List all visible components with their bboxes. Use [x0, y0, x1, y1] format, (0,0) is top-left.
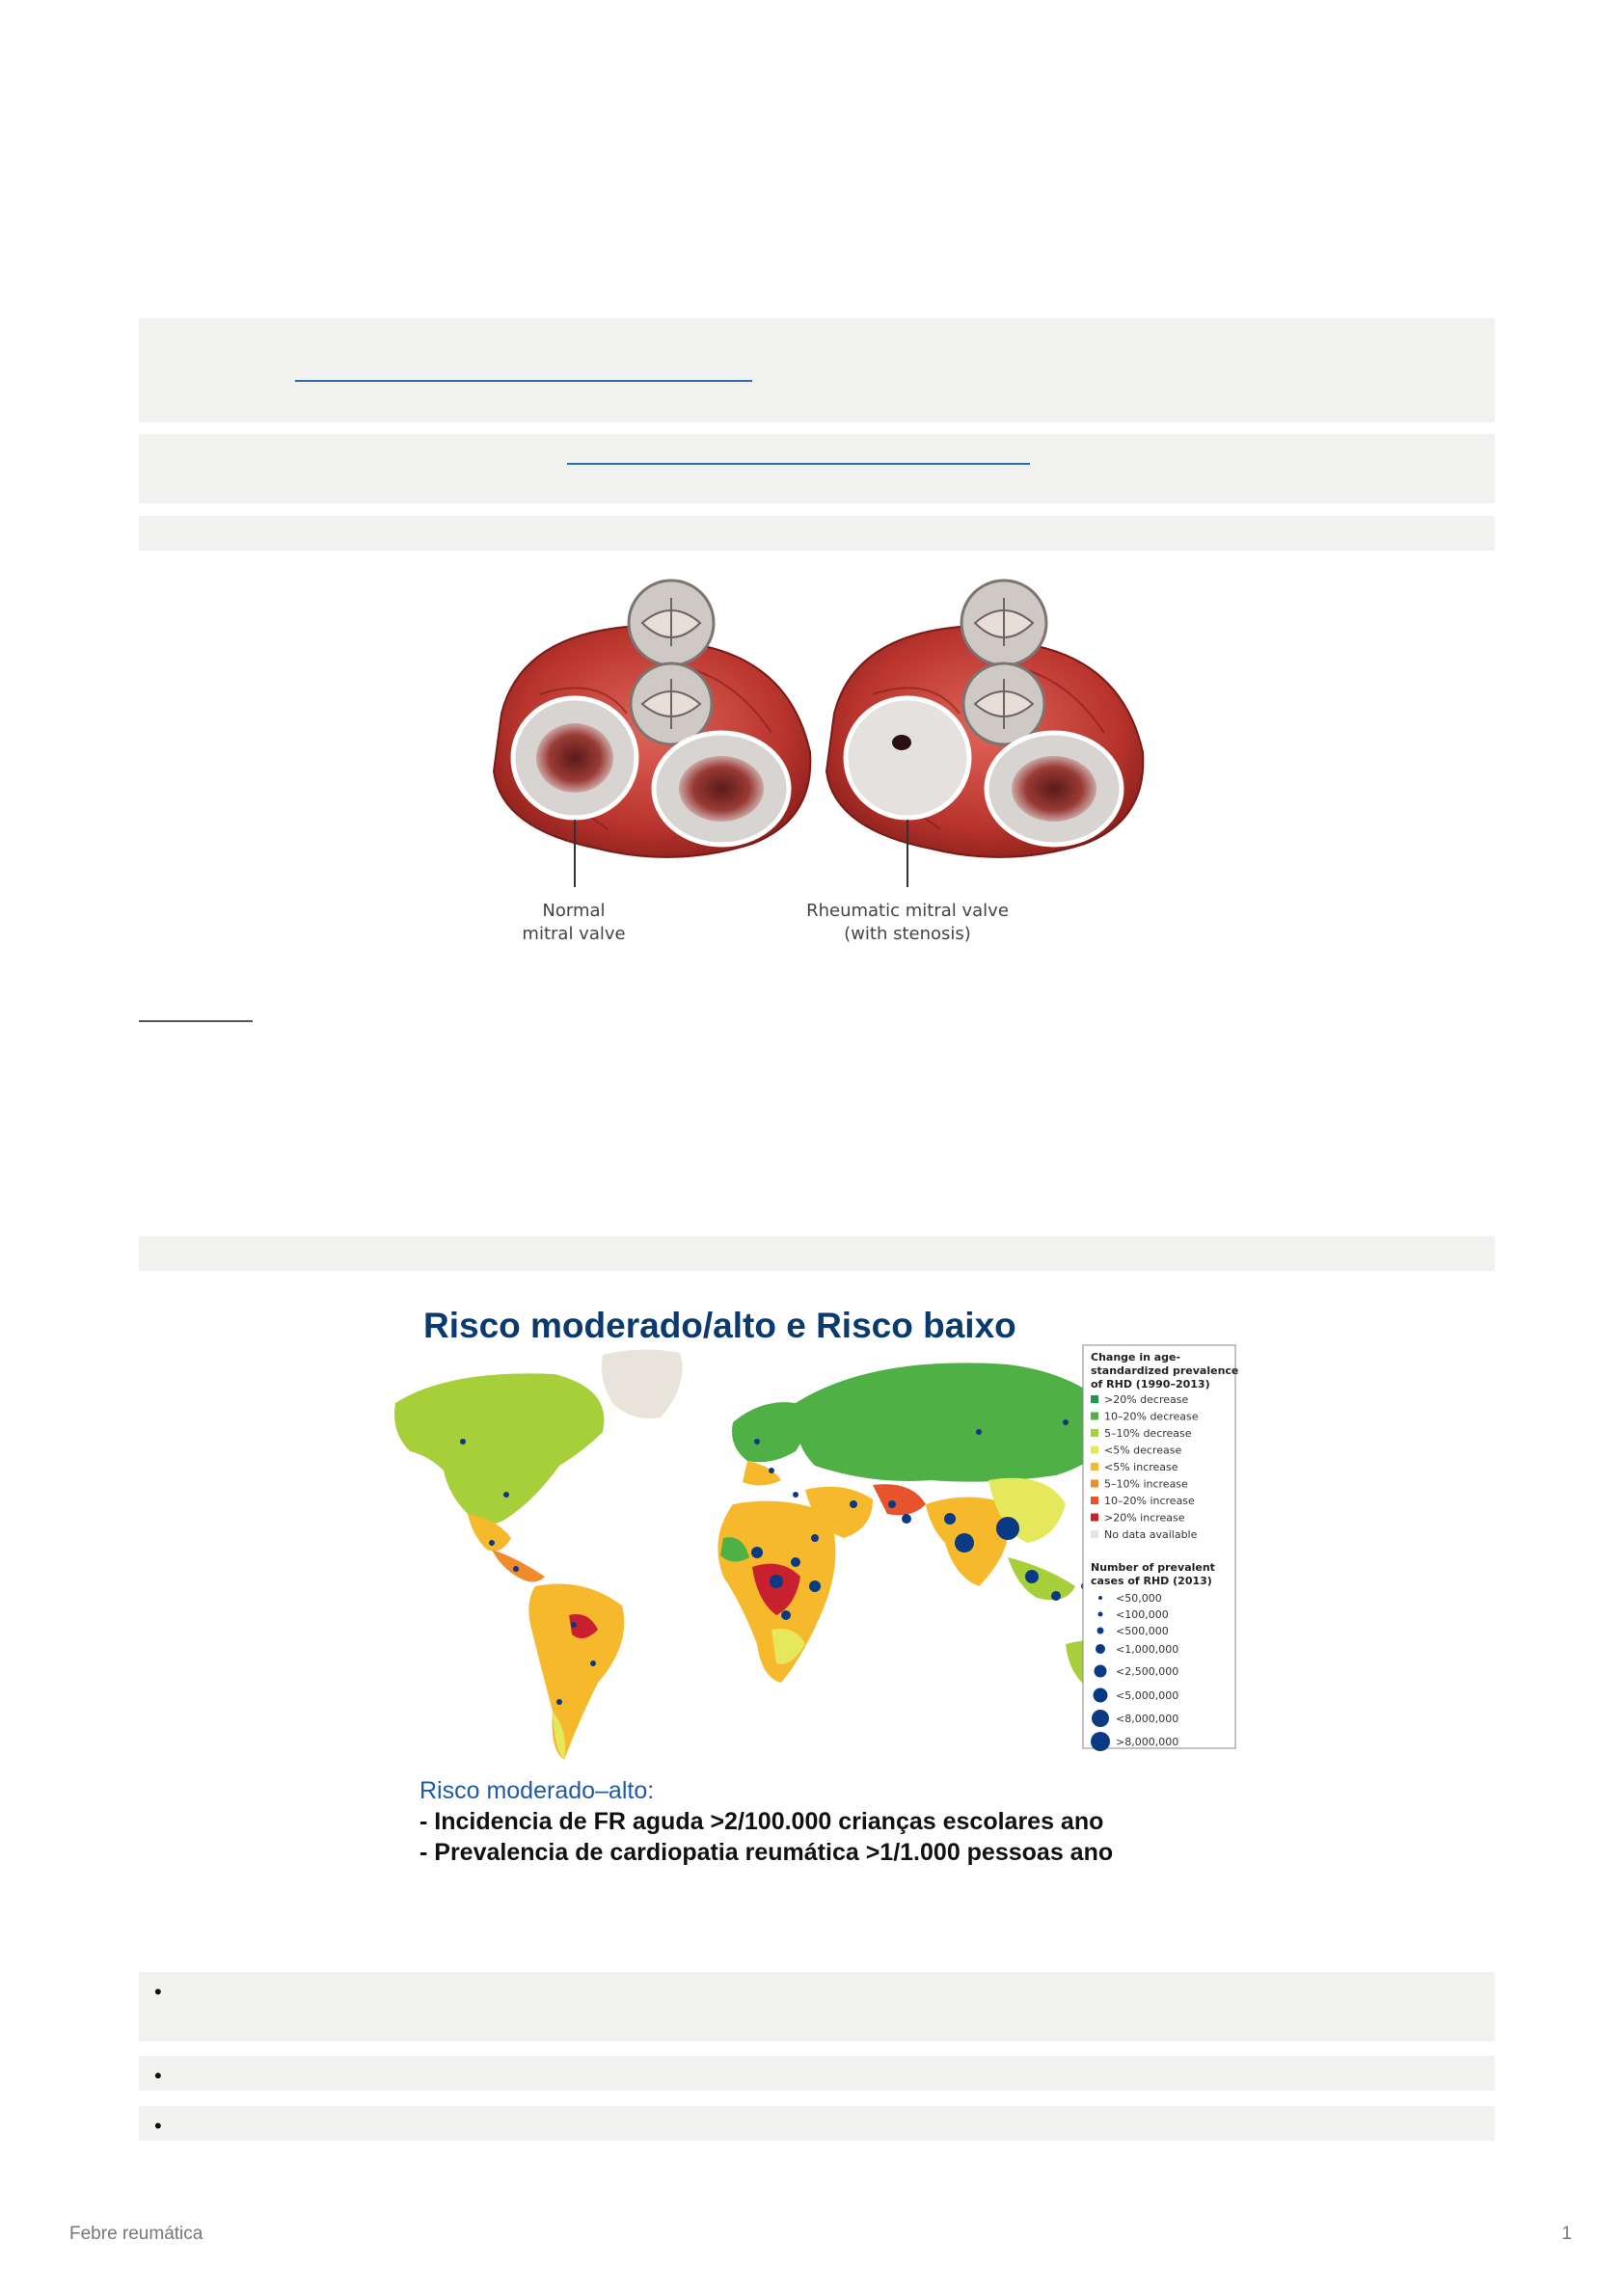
legend-swatch [1091, 1429, 1098, 1437]
legend-swatch [1091, 1530, 1098, 1538]
legend-case-dot [1091, 1732, 1110, 1751]
legend-swatch [1091, 1446, 1098, 1454]
text-block-2 [139, 434, 1495, 503]
mitral-valve-illustration [482, 579, 1157, 955]
legend-cases-title-2: cases of RHD (2013) [1091, 1575, 1212, 1587]
underlined-text [139, 1020, 253, 1022]
legend-case-label: <8,000,000 [1116, 1713, 1179, 1725]
legend-case-label: <2,500,000 [1116, 1665, 1179, 1678]
text-block-4 [139, 1236, 1495, 1271]
bullet-marker: • [154, 1980, 162, 2004]
hyperlink-1[interactable] [295, 380, 752, 382]
world-map [394, 1349, 1183, 1760]
legend-case-dot [1098, 1596, 1102, 1600]
text-block-3 [139, 516, 1495, 551]
legend-case-label: >8,000,000 [1116, 1736, 1179, 1748]
risk-line-2: - Prevalencia de cardiopatia reumática >1/1.000 pessoas ano [420, 1839, 1114, 1866]
rheumatic-heart [826, 580, 1143, 887]
legend-case-dot [1095, 1665, 1107, 1678]
legend-case-label: <500,000 [1116, 1625, 1169, 1637]
bullet-marker: • [154, 2114, 162, 2138]
footer-title: Febre reumática [69, 2224, 203, 2244]
legend-item-label: >20% increase [1104, 1511, 1185, 1525]
bullet-block-3 [139, 2106, 1495, 2141]
legend-item-label: 10–20% decrease [1104, 1410, 1199, 1423]
footer-page-number: 1 [1561, 2224, 1572, 2244]
legend-swatch [1091, 1514, 1098, 1522]
legend-item-label: <5% increase [1104, 1461, 1178, 1473]
legend-swatch [1091, 1480, 1098, 1488]
label-rheumatic-2: (with stenosis) [844, 924, 971, 944]
legend-title-1: Change in age- [1091, 1351, 1181, 1364]
label-normal-2: mitral valve [522, 924, 626, 944]
legend-case-label: <5,000,000 [1116, 1689, 1179, 1702]
map-title: Risco moderado/alto e Risco baixo [423, 1306, 1016, 1345]
legend-title-3: of RHD (1990–2013) [1091, 1378, 1210, 1390]
legend-case-dot [1097, 1628, 1104, 1634]
legend-title-2: standardized prevalence [1091, 1364, 1239, 1377]
legend-item-label: No data available [1104, 1528, 1198, 1541]
legend-item-label: <5% decrease [1104, 1444, 1182, 1457]
legend-item-label: 10–20% increase [1104, 1495, 1195, 1507]
legend-case-dot [1094, 1688, 1108, 1703]
bullet-marker: • [154, 2064, 162, 2088]
label-normal-1: Normal [542, 901, 606, 921]
legend-case-label: <100,000 [1116, 1608, 1169, 1621]
legend-case-label: <50,000 [1116, 1592, 1162, 1605]
legend-case-label: <1,000,000 [1116, 1643, 1179, 1656]
legend-swatch [1091, 1463, 1098, 1471]
bullet-block-1 [139, 1972, 1495, 2041]
risk-line-1: - Incidencia de FR aguda >2/100.000 crianças escolares ano [420, 1808, 1104, 1835]
hyperlink-2[interactable] [567, 463, 1030, 465]
rhd-world-map-figure [391, 1297, 1249, 1876]
legend-case-dot [1096, 1644, 1105, 1654]
risk-heading: Risco moderado–alto: [420, 1777, 655, 1804]
label-rheumatic-1: Rheumatic mitral valve [806, 901, 1009, 921]
legend-swatch [1091, 1413, 1098, 1420]
legend-case-dot [1092, 1710, 1109, 1727]
map-legend [1083, 1345, 1238, 1751]
normal-heart [494, 580, 810, 887]
legend-swatch [1091, 1497, 1098, 1504]
legend-swatch [1091, 1395, 1098, 1403]
legend-item-label: >20% decrease [1104, 1393, 1189, 1406]
text-block-1 [139, 318, 1495, 422]
bullet-block-2 [139, 2056, 1495, 2091]
legend-item-label: 5–10% increase [1104, 1477, 1188, 1491]
legend-case-dot [1098, 1612, 1103, 1617]
legend-item-label: 5–10% decrease [1104, 1427, 1192, 1440]
legend-cases-title-1: Number of prevalent [1091, 1561, 1215, 1574]
